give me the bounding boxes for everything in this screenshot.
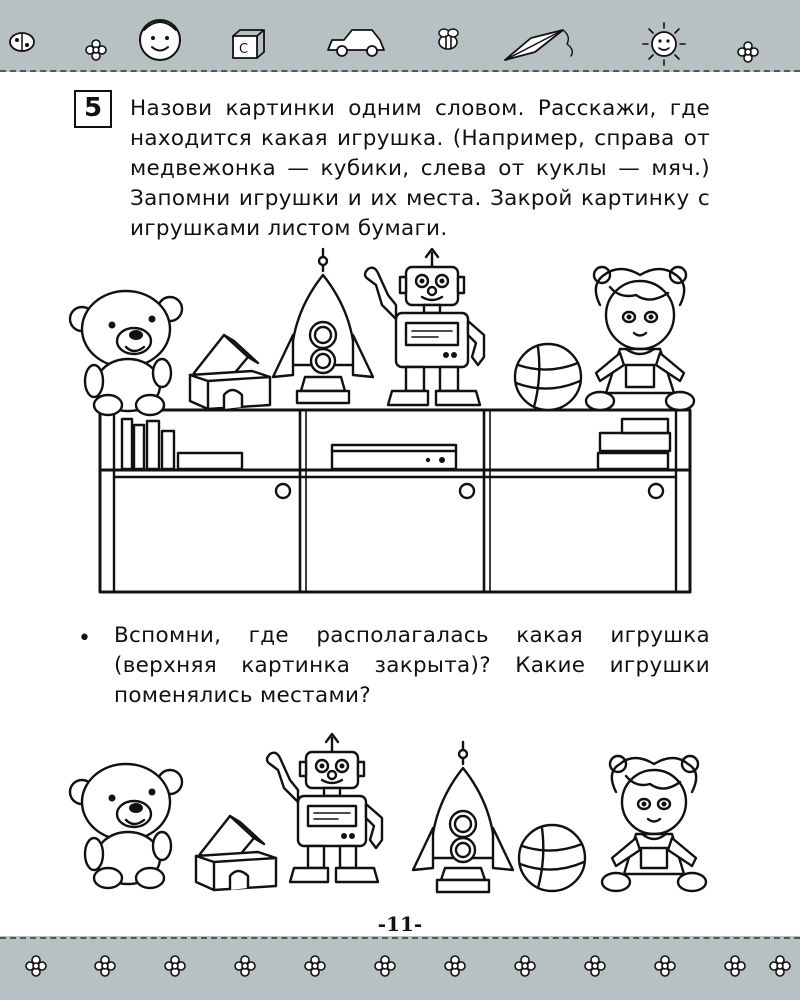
ball: [519, 825, 585, 891]
robot: [365, 249, 484, 405]
teddy-bear: [70, 291, 182, 415]
footer-decorations: [0, 936, 800, 1000]
toy-block-icon: [233, 30, 264, 58]
flower-icon: [515, 956, 535, 976]
doll: [602, 756, 706, 891]
rocket: [413, 742, 513, 892]
flower-icon: [585, 956, 605, 976]
flower-icon: [770, 956, 790, 976]
child-face-icon: [140, 20, 180, 60]
shelf-cabinet: [100, 410, 690, 592]
flower-icon: [375, 956, 395, 976]
rocket: [273, 249, 373, 403]
flower-icon: [26, 956, 46, 976]
svg-text:C: C: [239, 42, 249, 57]
flower-icon: [738, 42, 758, 62]
task-number: 5: [74, 90, 112, 128]
doll: [586, 267, 694, 410]
blocks: [190, 335, 270, 409]
flower-icon: [86, 40, 106, 60]
flower-icon: [445, 956, 465, 976]
task-instruction: Назови картинки одним словом. Расскажи, где находится какая игрушка. (Например, справа от медвежонка — кубики, слева от куклы — мяч.) Запомни игрушки и их места. Закрой картинку с игрушками листом бумаги.: [130, 96, 710, 241]
top-toys-scene: [0, 245, 800, 605]
flower-icon: [655, 956, 675, 976]
bottom-toys-scene: [0, 730, 800, 910]
bee-icon: [439, 29, 458, 49]
ladybug-icon: [10, 33, 34, 51]
ball: [515, 344, 581, 410]
bullet: •: [78, 626, 91, 651]
header-decorations: [0, 0, 800, 72]
flower-icon: [165, 956, 185, 976]
page-number: -11-: [377, 912, 423, 936]
toy-car-icon: [328, 30, 384, 56]
flower-icon: [725, 956, 745, 976]
flower-icon: [95, 956, 115, 976]
kite-icon: [505, 30, 572, 60]
sun-icon: [643, 23, 685, 65]
question-text: Вспомни, где располагалась какая игрушка (верхняя картинка закрыта)? Какие игрушки поменялись местами?: [114, 623, 710, 708]
blocks: [196, 816, 276, 890]
flower-icon: [235, 956, 255, 976]
robot: [267, 734, 382, 882]
teddy-bear: [70, 764, 182, 888]
flower-icon: [305, 956, 325, 976]
